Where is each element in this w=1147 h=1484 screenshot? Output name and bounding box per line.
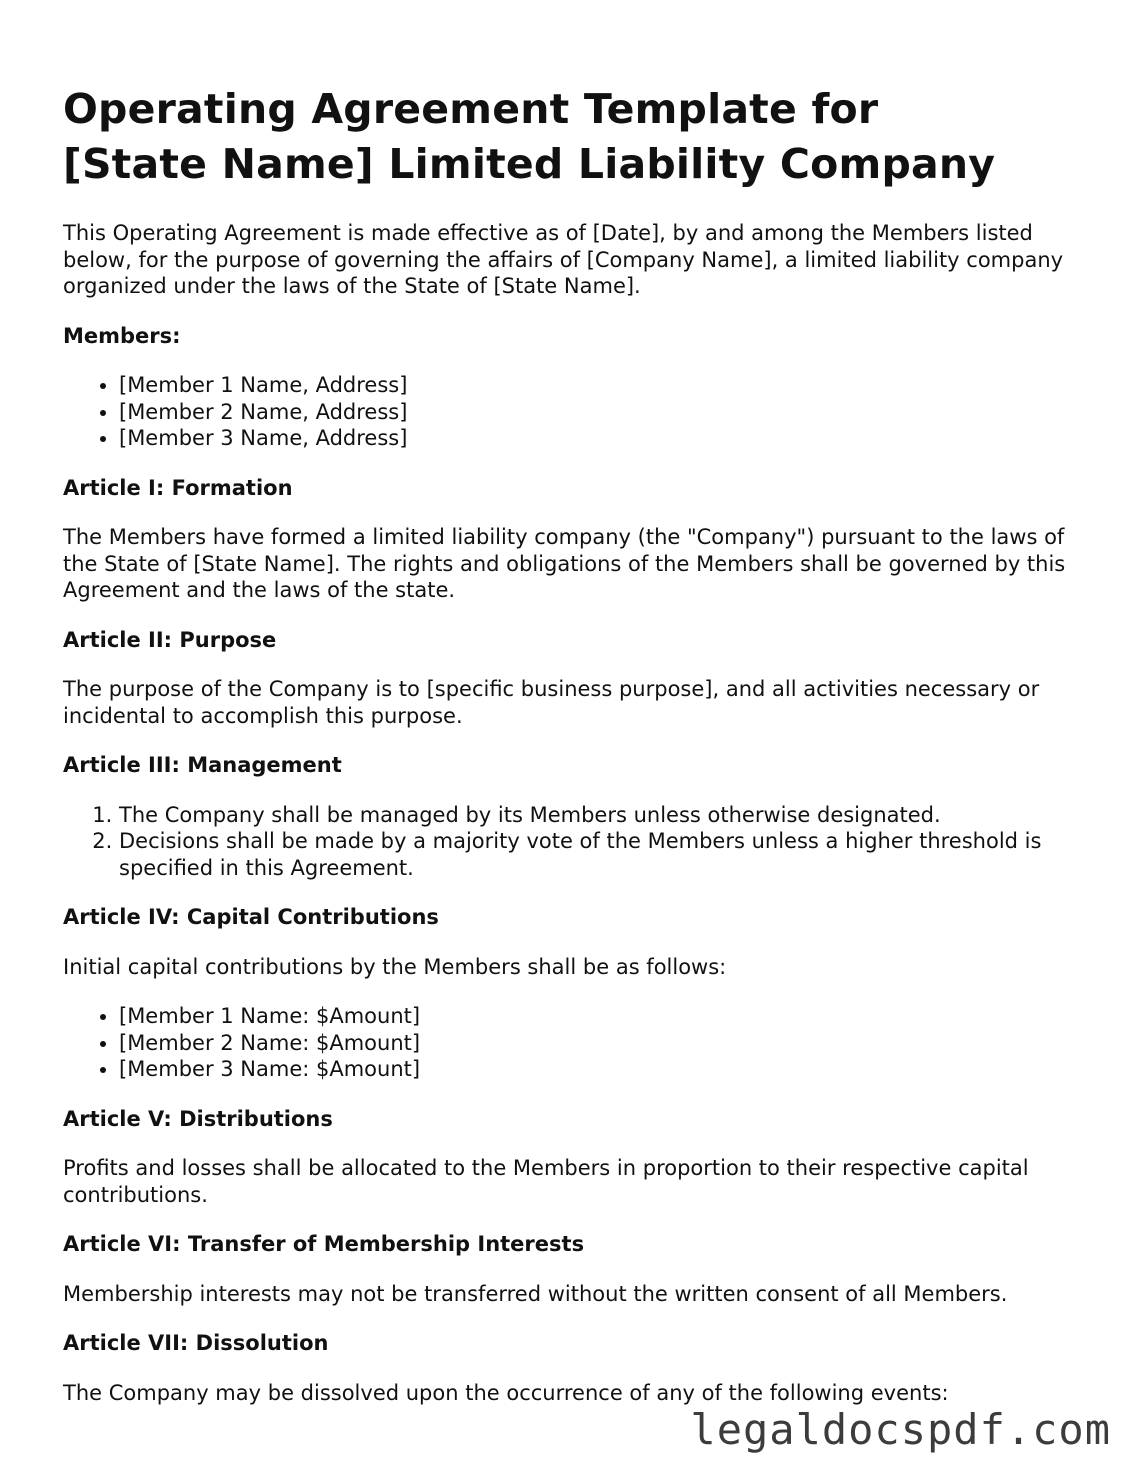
members-list: [63, 372, 1093, 452]
article-5-text: Profits and losses shall be allocated to the Members in proportion to their respective capital contributions.: [63, 1156, 1029, 1207]
members-heading: Members:: [63, 323, 181, 348]
article-2-text: The purpose of the Company is to [specific business purpose], and all activities necessary or incidental to accomplish this purpose.: [63, 677, 1040, 728]
list-item: • [Member 2 Name: $Amount]: [119, 1030, 1093, 1057]
contributions-list: [63, 1003, 1093, 1083]
article-6-heading: Article VI: Transfer of Membership Interests: [63, 1232, 585, 1256]
article-1-text: The Members have formed a limited liability company (the "Company") pursuant to the laws of the State of [State Name]. The rights and obligations of the Members shall be governed by this Agreement and the laws of the state.: [63, 525, 1066, 602]
list-item: 2. Decisions shall be made by a majority vote of the Members unless a higher threshold is specified in this Agreement.: [119, 828, 1093, 881]
title-line-1: Operating Agreement Template for: [63, 85, 879, 133]
watermark: legaldocspdf.com: [690, 1405, 1111, 1454]
list-item: • [Member 1 Name: $Amount]: [119, 1003, 1093, 1030]
article-1-heading: Article I: Formation: [63, 475, 293, 500]
title-line-2: [State Name] Limited Liability Company: [63, 140, 996, 188]
article-3-heading: Article III: Management: [63, 753, 342, 777]
list-item: • [Member 2 Name, Address]: [119, 399, 1093, 426]
article-2-heading: Article II: Purpose: [63, 627, 277, 652]
intro-paragraph: This Operating Agreement is made effective as of [Date], by and among the Members listed below, for the purpose of governing the affairs of [Company Name], a limited liability company organized under the laws of the State of [State Name].: [63, 221, 1064, 298]
article-7-heading: Article VII: Dissolution: [63, 1331, 329, 1355]
article-4-text: Initial capital contributions by the Members shall be as follows:: [63, 954, 727, 979]
list-item: • [Member 3 Name: $Amount]: [119, 1056, 1093, 1083]
management-list: [63, 802, 1093, 882]
document-page: [63, 82, 1093, 1429]
list-item: 1. The Company shall be managed by its Members unless otherwise designated.: [119, 802, 1093, 829]
article-4-heading: Article IV: Capital Contributions: [63, 905, 439, 929]
article-7-text: The Company may be dissolved upon the occurrence of any of the following events:: [63, 1380, 949, 1405]
article-5-heading: Article V: Distributions: [63, 1106, 333, 1131]
article-6-text: Membership interests may not be transferred without the written consent of all Members.: [63, 1281, 1008, 1306]
list-item: • [Member 1 Name, Address]: [119, 372, 1093, 399]
document-title: [63, 82, 1093, 192]
list-item: • [Member 3 Name, Address]: [119, 425, 1093, 452]
